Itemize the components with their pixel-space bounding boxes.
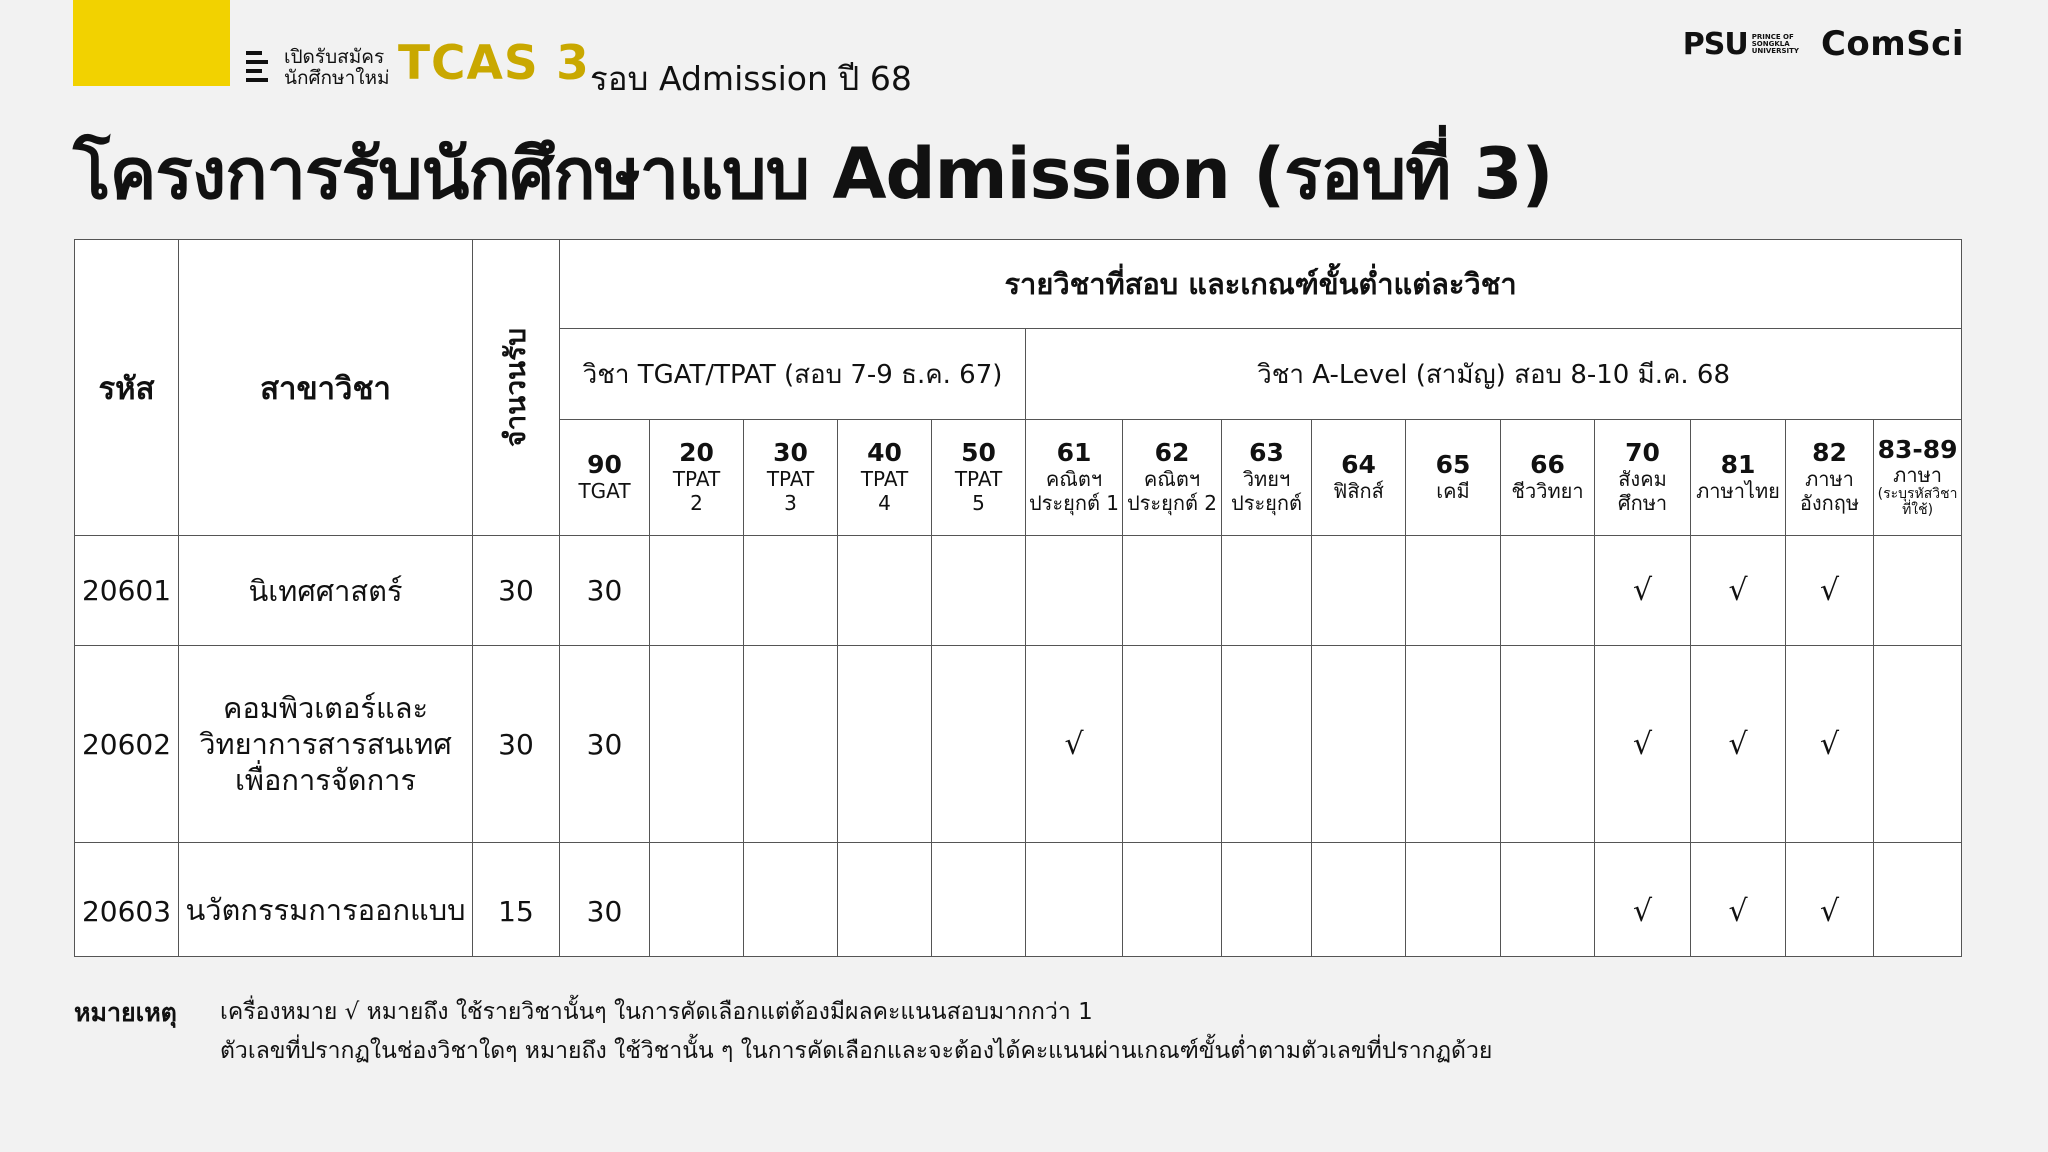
subject-code: 64 (1341, 450, 1376, 480)
subject-header-90 (560, 420, 650, 536)
table-row (75, 646, 1962, 843)
program-name-line: เพื่อการจัดการ (234, 763, 417, 797)
subject-code: 50 (961, 438, 996, 468)
notes-line-1: เครื่องหมาย √ หมายถึง ใช้รายวิชานั้นๆ ในการคัดเลือกแต่ต้องมีผลคะแนนสอบมากกว่า 1 (220, 999, 1093, 1025)
subject-name-2: ศึกษา (1617, 490, 1668, 515)
checkmark-cell: √ (1786, 536, 1874, 646)
subject-code: 61 (1056, 438, 1092, 468)
score-cell (1026, 536, 1123, 646)
score-cell (650, 843, 744, 957)
subject-header-61 (1026, 420, 1123, 536)
checkmark-cell: √ (1691, 843, 1786, 957)
score-cell (838, 843, 932, 957)
table-row (75, 843, 1962, 957)
subject-name: TGAT (578, 478, 631, 503)
program-name-line: นิเทศศาสตร์ (248, 573, 403, 608)
subject-name-2: 2 (690, 490, 703, 515)
checkmark-cell: √ (1691, 646, 1786, 843)
program-code: 20603 (75, 843, 179, 957)
subject-code: 90 (587, 450, 622, 480)
checkmark-cell: √ (1595, 536, 1691, 646)
subject-header-62 (1123, 420, 1222, 536)
subject-header-81 (1691, 420, 1786, 536)
subject-name: ภาษา (1805, 466, 1854, 491)
score-cell (932, 536, 1026, 646)
score-cell (838, 536, 932, 646)
score-cell (744, 646, 838, 843)
subject-name-2: ประยุกต์ (1231, 490, 1302, 515)
score-cell (1406, 536, 1501, 646)
subject-code: 62 (1154, 438, 1190, 468)
subject-name-2: ประยุกต์ 1 (1028, 490, 1120, 515)
subject-header-40 (838, 420, 932, 536)
subject-code: 30 (773, 438, 808, 468)
psu-logo-text: PSU (1682, 26, 1748, 62)
subject-header-82 (1786, 420, 1874, 536)
score-cell (1026, 843, 1123, 957)
subject-name: TPAT (860, 466, 909, 491)
score-cell (1501, 843, 1595, 957)
subject-code: 63 (1249, 438, 1284, 468)
comsci-logo: ComSci (1820, 24, 1964, 64)
score-cell (1874, 843, 1962, 957)
subject-header-20 (650, 420, 744, 536)
criteria-header: รายวิชาที่สอบ และเกณฑ์ขั้นต่ำแต่ละวิชา (560, 240, 1962, 329)
subject-header-63 (1222, 420, 1312, 536)
tagline-line-1: เปิดรับสมัคร (284, 46, 385, 68)
score-cell (744, 843, 838, 957)
score-cell: 30 (560, 536, 650, 646)
subject-name: เคมี (1436, 478, 1470, 503)
menu-lines-icon (246, 51, 268, 83)
score-cell (1123, 536, 1222, 646)
tcas-label: TCAS 3 (398, 36, 590, 91)
admission-table (74, 239, 1962, 957)
subject-header-70 (1595, 420, 1691, 536)
subject-name-2: 5 (972, 490, 985, 515)
program-name (179, 536, 473, 646)
table-row (75, 536, 1962, 646)
score-cell: 30 (560, 646, 650, 843)
score-cell (650, 536, 744, 646)
score-cell (1123, 843, 1222, 957)
notes-label: หมายเหตุ (74, 998, 177, 1027)
subject-code: 65 (1435, 450, 1471, 480)
brand-yellow-block (73, 0, 230, 86)
subject-name: วิทยฯ (1242, 466, 1291, 491)
group-header-alevel: วิชา A-Level (สามัญ) สอบ 8-10 มี.ค. 68 (1026, 329, 1962, 420)
subject-header-50 (932, 420, 1026, 536)
round-label: รอบ Admission ปี 68 (590, 59, 912, 98)
subject-code: 20 (679, 438, 714, 468)
score-cell (1406, 843, 1501, 957)
checkmark-cell: √ (1026, 646, 1123, 843)
program-name-line: นวัตกรรมการออกแบบ (185, 892, 466, 927)
logos (1683, 24, 1964, 64)
score-cell (1222, 536, 1312, 646)
subject-name-2: อังกฤษ (1799, 490, 1860, 515)
score-cell (1222, 646, 1312, 843)
subject-name: คณิตฯ (1143, 466, 1201, 491)
col-header-code: รหัส (75, 240, 179, 536)
col-header-major: สาขาวิชา (179, 240, 473, 536)
checkmark-cell: √ (1595, 646, 1691, 843)
subject-name: ฟิสิกส์ (1333, 478, 1384, 503)
tagline (284, 47, 390, 89)
checkmark-cell: √ (1595, 843, 1691, 957)
subject-name-2: ประยุกต์ 2 (1126, 490, 1218, 515)
score-cell (1312, 536, 1406, 646)
page-title: โครงการรับนักศึกษาแบบ Admission (รอบที่ 3) (73, 133, 1553, 215)
subject-code: 40 (867, 438, 902, 468)
quota-value: 30 (473, 536, 560, 646)
subject-header-64 (1312, 420, 1406, 536)
program-code: 20601 (75, 536, 179, 646)
score-cell (838, 646, 932, 843)
subject-code: 83-89 (1877, 434, 1958, 464)
subject-name-2: (ระบุรหัสวิชา ที่ใช้) (1877, 486, 1958, 518)
subject-code: 82 (1812, 438, 1847, 468)
subject-code: 70 (1625, 438, 1660, 468)
notes-line-2: ตัวเลขที่ปรากฏในช่องวิชาใดๆ หมายถึง ใช้วิชานั้น ๆ ในการคัดเลือกและจะต้องได้คะแนนผ่านเกณฑ์ขั้นต่ำตามตัวเลขที่ปรากฏด้วย (220, 1038, 1493, 1064)
subject-name: ภาษา (1893, 463, 1942, 488)
program-name (179, 843, 473, 957)
psu-logo-sub: PRINCE OF SONGKLA UNIVERSITY (1751, 32, 1799, 55)
score-cell (1874, 536, 1962, 646)
program-code: 20602 (75, 646, 179, 843)
group-header-tgat: วิชา TGAT/TPAT (สอบ 7-9 ธ.ค. 67) (560, 329, 1026, 420)
subject-header-65 (1406, 420, 1501, 536)
score-cell (1123, 646, 1222, 843)
checkmark-cell: √ (1786, 646, 1874, 843)
subject-name: TPAT (766, 466, 815, 491)
subject-name: TPAT (672, 466, 721, 491)
score-cell (650, 646, 744, 843)
col-header-quota (473, 240, 560, 536)
program-name-line: คอมพิวเตอร์และ (222, 691, 429, 725)
subject-header-66 (1501, 420, 1595, 536)
subject-name: ภาษาไทย (1696, 478, 1780, 503)
quota-value: 15 (473, 843, 560, 957)
subject-name: TPAT (954, 466, 1003, 491)
subject-code: 66 (1530, 450, 1565, 480)
subject-code: 81 (1720, 450, 1756, 480)
score-cell (744, 536, 838, 646)
score-cell (1501, 536, 1595, 646)
notes-lines (220, 993, 1492, 1071)
subject-name-2: 3 (784, 490, 797, 515)
score-cell (1312, 646, 1406, 843)
col-header-quota-text: จำนวนรับ (499, 328, 532, 447)
score-cell (1874, 646, 1962, 843)
subject-header-30 (744, 420, 838, 536)
score-cell (1501, 646, 1595, 843)
score-cell (1312, 843, 1406, 957)
subject-name: ชีววิทยา (1511, 478, 1584, 503)
checkmark-cell: √ (1786, 843, 1874, 957)
quota-value: 30 (473, 646, 560, 843)
tagline-line-2: นักศึกษาใหม่ (284, 67, 390, 89)
subject-name-2: 4 (878, 490, 891, 515)
checkmark-cell: √ (1691, 536, 1786, 646)
score-cell (932, 646, 1026, 843)
score-cell (1222, 843, 1312, 957)
score-cell (1406, 646, 1501, 843)
psu-logo (1683, 27, 1799, 62)
program-name (179, 646, 473, 843)
subject-name: สังคม (1618, 466, 1667, 491)
program-name-line: วิทยาการสารสนเทศ (199, 727, 452, 761)
subject-name: คณิตฯ (1045, 466, 1103, 491)
score-cell: 30 (560, 843, 650, 957)
subject-header-83-89 (1874, 420, 1962, 536)
score-cell (932, 843, 1026, 957)
